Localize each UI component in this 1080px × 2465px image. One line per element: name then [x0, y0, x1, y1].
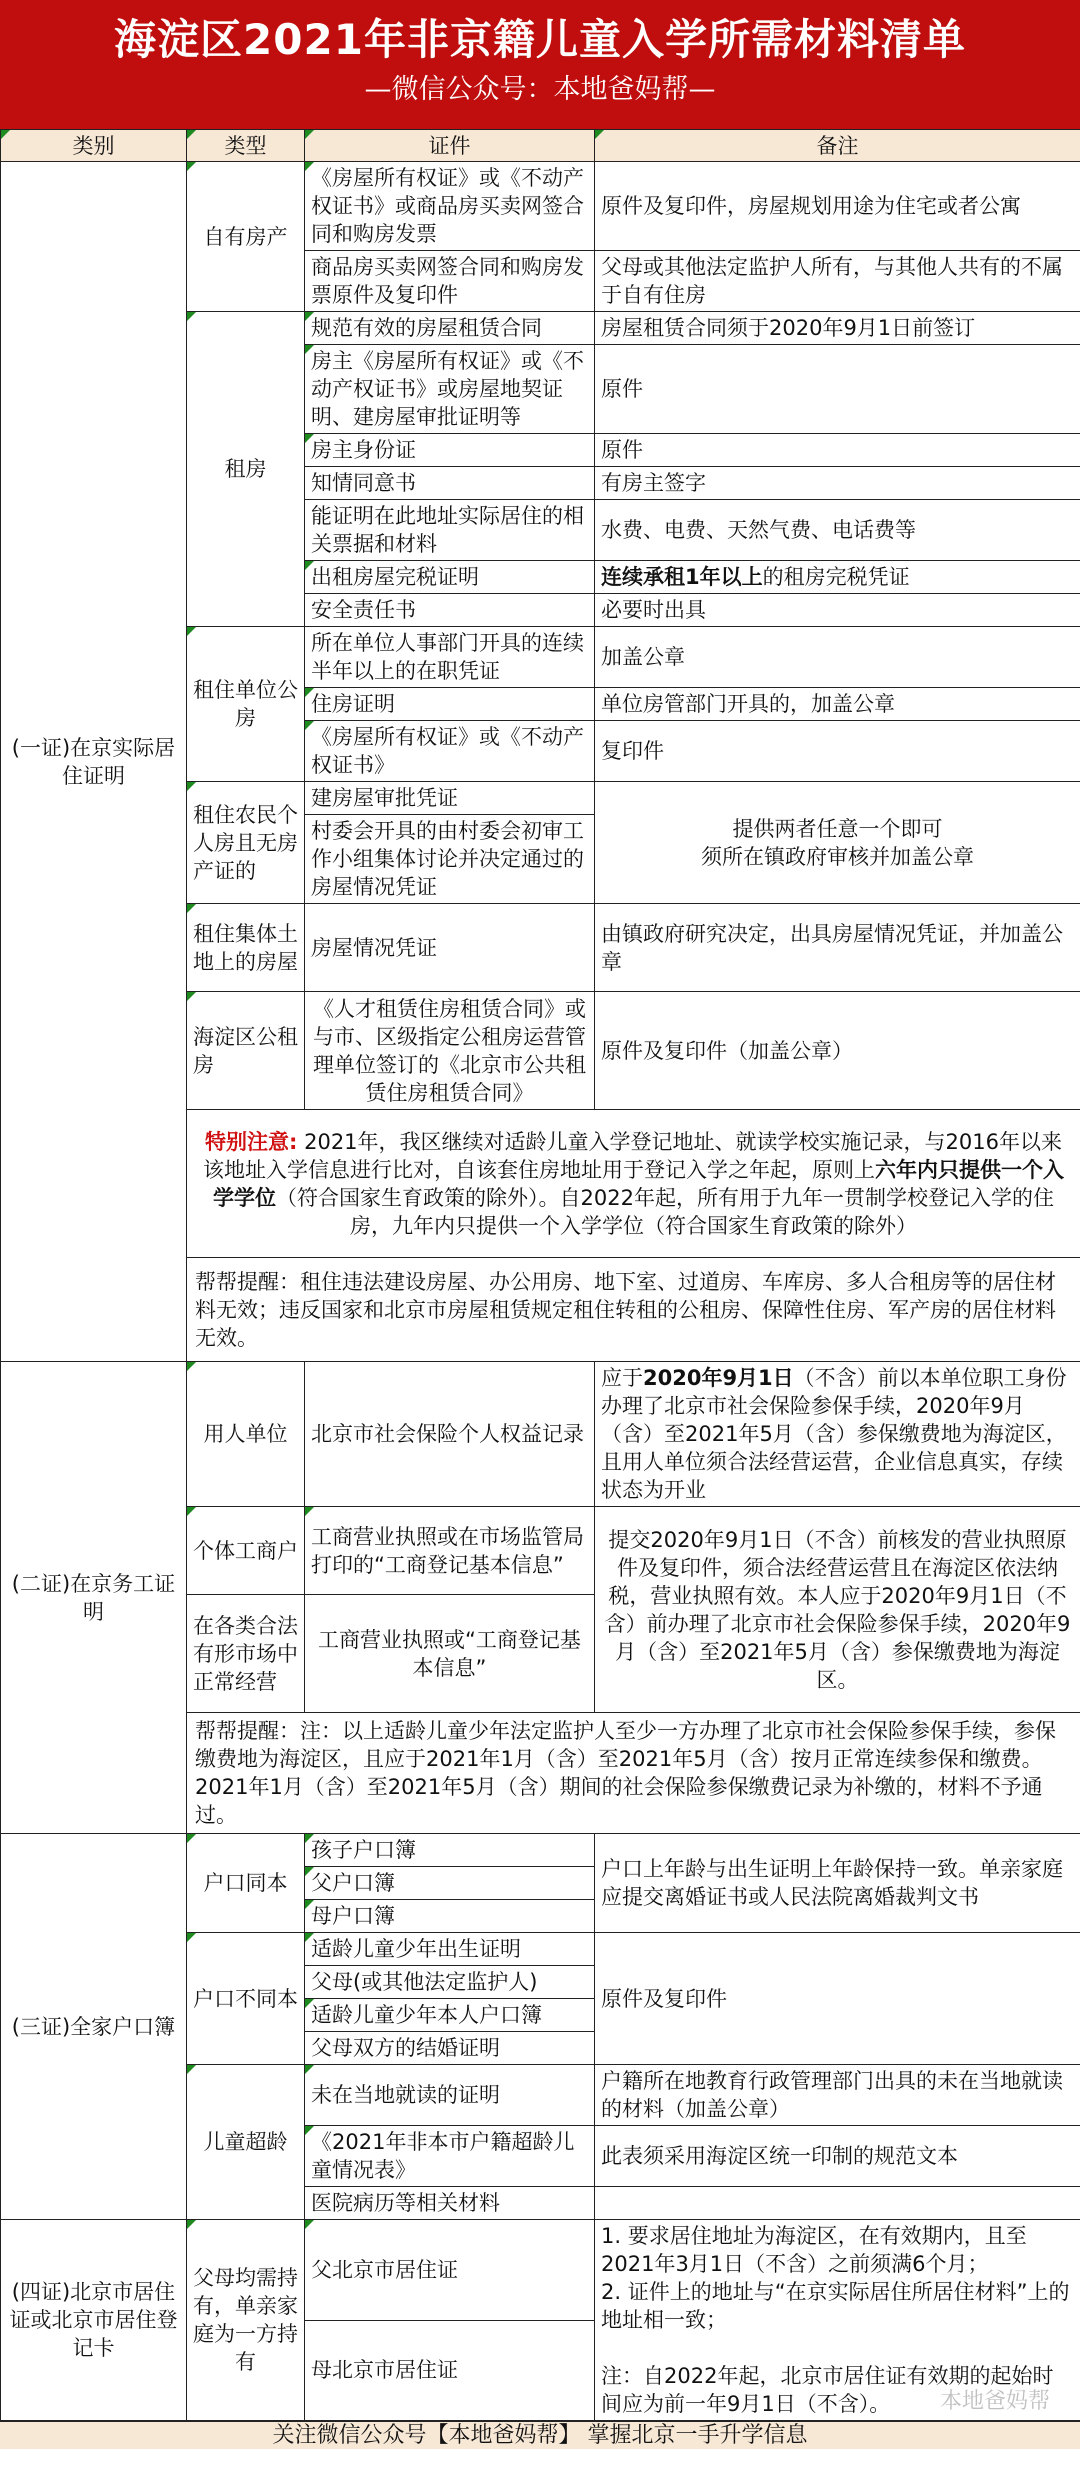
type-overage: 儿童超龄 — [187, 2065, 305, 2220]
note-cell: 提交2020年9月1日（不含）前核发的营业执照原件及复印件，须合法经营运营且在海淀区依法纳税，营业执照有效。本人应于2020年9月1日（不含）前办理了北京市社会保险参保手续，2020年9月（含）至2021年5月（含）参保缴费地为海淀区。 — [595, 1507, 1080, 1713]
special-notice-emphasis: 六年内只提供一个入学学位 — [213, 1157, 1064, 1210]
doc-cell: 父户口簿 — [305, 1867, 595, 1900]
category-residence-permit: (四证)北京市居住证或北京市居住登记卡 — [1, 2220, 187, 2421]
note-emphasis: 2020年9月1日 — [643, 1366, 794, 1390]
note-cell — [595, 2220, 1080, 2421]
table-row — [1, 2220, 1080, 2321]
note-cell: 原件及复印件 — [595, 1933, 1080, 2065]
note-cell — [595, 782, 1080, 904]
type-individual-business: 个体工商户 — [187, 1507, 305, 1595]
tip-employment: 帮帮提醒：注：以上适龄儿童少年法定监护人至少一方办理了北京市社会保险参保手续，参保缴费地为海淀区，且应于2021年1月（含）至2021年5月（含）按月正常连续参保和缴费。2021年1月（含）至2021年5月（含）期间的社会保险参保缴费记录为补缴的，材料不予通过。 — [187, 1713, 1080, 1834]
type-different-hukou: 户口不同本 — [187, 1933, 305, 2065]
table-row — [1, 1362, 1080, 1507]
doc-cell: 工商营业执照或“工商登记基本信息” — [305, 1595, 595, 1713]
doc-cell: 《人才租赁住房租赁合同》或与市、区级指定公租房运营管理单位签订的《北京市公共租赁住房租赁合同》 — [305, 992, 595, 1110]
materials-table — [0, 129, 1080, 2421]
doc-cell: 村委会开具的由村委会初审工作小组集体讨论并决定通过的房屋情况凭证 — [305, 815, 595, 904]
special-notice-text: 2021年，我区继续对适龄儿童入学登记地址、就读学校实施记录，与2016年以来该地址入学信息进行比对，自该套住房地址用于登记入学之年起，原则上 — [203, 1129, 1062, 1182]
note-cell — [595, 2187, 1080, 2220]
note-cell: 原件及复印件，房屋规划用途为住宅或者公寓 — [595, 162, 1080, 251]
doc-cell: 知情同意书 — [305, 467, 595, 500]
note-cell: 加盖公章 — [595, 627, 1080, 688]
type-unit-housing: 租住单位公房 — [187, 627, 305, 782]
col-header-category: 类别 — [1, 130, 187, 162]
category-household: (三证)全家户口簿 — [1, 1834, 187, 2220]
special-notice-label: 特别注意: — [205, 1129, 298, 1154]
note-emphasis: 连续承租1年以上 — [601, 565, 763, 589]
doc-cell: 未在当地就读的证明 — [305, 2065, 595, 2126]
note-text: 的租房完税凭证 — [762, 565, 910, 589]
col-header-note: 备注 — [595, 130, 1080, 162]
tip-residence: 帮帮提醒：租住违法建设房屋、办公用房、地下室、过道房、车库房、多人合租房等的居住材料无效；违反国家和北京市房屋租赁规定租住转租的公租房、保障性住房、军产房的居住材料无效。 — [187, 1258, 1080, 1362]
note-cell: 原件及复印件（加盖公章） — [595, 992, 1080, 1110]
doc-cell: 母北京市居住证 — [305, 2320, 595, 2421]
type-own-property: 自有房产 — [187, 162, 305, 312]
note-cell: 房屋租赁合同须于2020年9月1日前签订 — [595, 312, 1080, 345]
table-row — [1, 1834, 1080, 1867]
note-line: 2. 证件上的地址与“在京实际居住所居住材料”上的地址相一致； — [601, 2280, 1070, 2332]
type-same-hukou: 户口同本 — [187, 1834, 305, 1933]
note-cell: 户口上年龄与出生证明上年龄保持一致。单亲家庭应提交离婚证书或人民法院离婚裁判文书 — [595, 1834, 1080, 1933]
page-title: 海淀区2021年非京籍儿童入学所需材料清单 — [114, 15, 966, 64]
type-parents-hold: 父母均需持有，单亲家庭为一方持有 — [187, 2220, 305, 2421]
doc-cell: 孩子户口簿 — [305, 1834, 595, 1867]
doc-cell: 建房屋审批凭证 — [305, 782, 595, 815]
note-cell: 有房主签字 — [595, 467, 1080, 500]
doc-cell: 适龄儿童少年出生证明 — [305, 1933, 595, 1966]
type-collective-land: 租住集体土地上的房屋 — [187, 904, 305, 992]
note-cell: 单位房管部门开具的，加盖公章 — [595, 688, 1080, 721]
note-text: 应于 — [601, 1366, 643, 1390]
note-cell: 户籍所在地教育行政管理部门出具的未在当地就读的材料（加盖公章） — [595, 2065, 1080, 2126]
type-farmer-house: 租住农民个人房且无房产证的 — [187, 782, 305, 904]
doc-cell: 父北京市居住证 — [305, 2220, 595, 2321]
note-line: 提供两者任意一个即可 — [732, 816, 943, 841]
category-employment: (二证)在京务工证明 — [1, 1362, 187, 1834]
footer-banner: 关注微信公众号【本地爸妈帮】 掌握北京一手升学信息 — [0, 2421, 1080, 2449]
category-residence: (一证)在京实际居住证明 — [1, 162, 187, 1362]
note-cell: 此表须采用海淀区统一印制的规范文本 — [595, 2126, 1080, 2187]
doc-cell: 《房屋所有权证》或《不动产权证书》或商品房买卖网签合同和购房发票 — [305, 162, 595, 251]
type-rent: 租房 — [187, 312, 305, 627]
type-employer: 用人单位 — [187, 1362, 305, 1507]
doc-cell: 住房证明 — [305, 688, 595, 721]
table-row — [1, 162, 1080, 251]
page-subtitle: —微信公众号：本地爸妈帮— — [364, 74, 716, 105]
watermark: 本地爸妈帮 — [939, 2389, 1050, 2414]
doc-cell: 所在单位人事部门开具的连续半年以上的在职凭证 — [305, 627, 595, 688]
note-line: 注：自2022年起，北京市居住证有效期的起始时间应为前一年9月1日（不含）。 — [601, 2364, 1054, 2416]
col-header-type: 类型 — [187, 130, 305, 162]
note-line: 须所在镇政府审核并加盖公章 — [701, 844, 974, 869]
note-cell: 原件 — [595, 434, 1080, 467]
special-notice-text-2: （符合国家生育政策的除外）。自2022年起，所有用于九年一贯制学校登记入学的住房，九年内只提供一个入学学位（符合国家生育政策的除外） — [276, 1185, 1054, 1238]
header-banner — [0, 0, 1080, 129]
note-cell: 必要时出具 — [595, 594, 1080, 627]
doc-cell: 工商营业执照或在市场监管局打印的“工商登记基本信息” — [305, 1507, 595, 1595]
doc-cell: 北京市社会保险个人权益记录 — [305, 1362, 595, 1507]
doc-cell: 能证明在此地址实际居住的相关票据和材料 — [305, 500, 595, 561]
note-cell: 原件 — [595, 345, 1080, 434]
doc-cell: 医院病历等相关材料 — [305, 2187, 595, 2220]
note-cell: 父母或其他法定监护人所有，与其他人共有的不属于自有住房 — [595, 251, 1080, 312]
note-text: （不含）前以本单位职工身份办理了北京市社会保险参保手续，2020年9月（含）至2021年5月（含）参保缴费地为海淀区，且用人单位须合法经营运营，企业信息真实，存续状态为开业 — [601, 1366, 1067, 1502]
doc-cell: 适龄儿童少年本人户口簿 — [305, 1999, 595, 2032]
doc-cell: 房主身份证 — [305, 434, 595, 467]
doc-cell: 规范有效的房屋租赁合同 — [305, 312, 595, 345]
doc-cell: 父母(或其他法定监护人) — [305, 1966, 595, 1999]
note-cell: 水费、电费、天然气费、电话费等 — [595, 500, 1080, 561]
type-public-rental: 海淀区公租房 — [187, 992, 305, 1110]
note-cell: 复印件 — [595, 721, 1080, 782]
doc-cell: 《2021年非本市户籍超龄儿童情况表》 — [305, 2126, 595, 2187]
col-header-document: 证件 — [305, 130, 595, 162]
doc-cell: 商品房买卖网签合同和购房发票原件及复印件 — [305, 251, 595, 312]
doc-cell: 《房屋所有权证》或《不动产权证书》 — [305, 721, 595, 782]
note-cell: 由镇政府研究决定，出具房屋情况凭证，并加盖公章 — [595, 904, 1080, 992]
type-market-operator: 在各类合法有形市场中正常经营 — [187, 1595, 305, 1713]
doc-cell: 房屋情况凭证 — [305, 904, 595, 992]
doc-cell: 父母双方的结婚证明 — [305, 2032, 595, 2065]
doc-cell: 母户口簿 — [305, 1900, 595, 1933]
doc-cell: 安全责任书 — [305, 594, 595, 627]
doc-cell: 房主《房屋所有权证》或《不动产权证书》或房屋地契证明、建房屋审批证明等 — [305, 345, 595, 434]
note-line: 1. 要求居住地址为海淀区，在有效期内，且至2021年3月1日（不含）之前须满6个月； — [601, 2224, 1027, 2276]
doc-cell: 出租房屋完税证明 — [305, 561, 595, 594]
note-cell — [595, 561, 1080, 594]
table-header-row — [1, 130, 1080, 162]
note-cell — [595, 1362, 1080, 1507]
special-notice — [187, 1110, 1080, 1258]
